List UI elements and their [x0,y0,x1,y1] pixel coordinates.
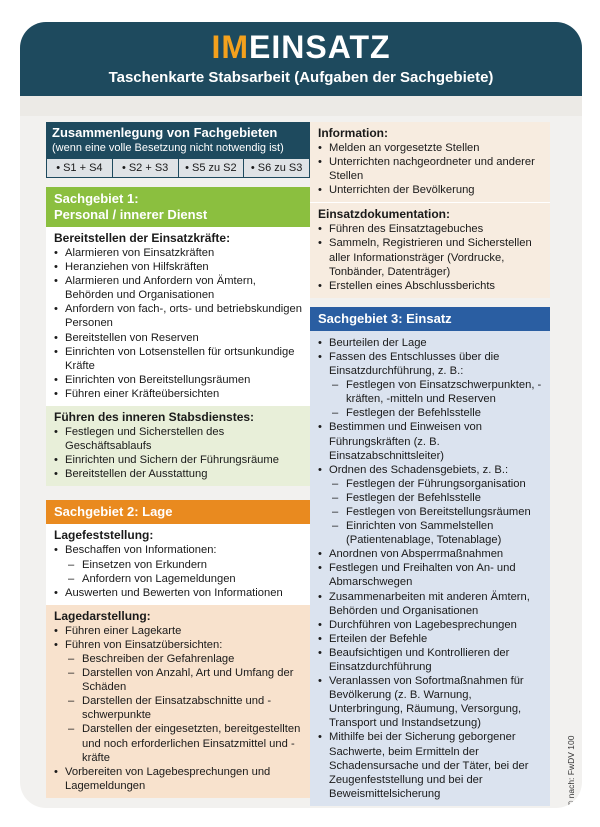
sub-list-item: – Darstellen der Einsatzabschnitte und -schwerpunkte [65,694,302,722]
sub-list-item: – Festlegen der Befehlsstelle [329,406,542,420]
header [20,22,582,96]
list-item: • Bestimmen und Einweisen von Führungskräften (z. B. Einsatzabschnittsleiter) [318,420,542,462]
sachgebiet-1 [46,187,310,486]
list-item: • Bereitstellen von Reserven [54,331,302,345]
list-item: • Führen einer Kräfteübersichten [54,387,302,401]
list-item: • Führen des Einsatztagebuches [318,222,542,236]
list-item: • Vorbereiten von Lagebesprechungen und Lagemeldungen [54,765,302,793]
list-item: • Alarmieren und Anfordern von Ämtern, Behörden und Organisationen [54,274,302,302]
list-item: • Anfordern von fach-, orts- und betriebskundigen Personen [54,302,302,330]
sg2-sec1-title: Lagefeststellung: [54,528,154,543]
sub-list-item: – Festlegen der Führungsorganisation [329,477,542,491]
merge-header [46,122,310,159]
information-box [310,122,550,202]
card-subtitle: Taschenkarte Stabsarbeit (Aufgaben der Sachgebiete) [108,69,494,86]
list-item: • Melden an vorgesetzte Stellen [318,141,542,155]
list-item: • Einrichten von Lotsenstellen für ortsunkundige Kräfte [54,345,302,373]
list-item: • Sammeln, Registrieren und Sicherstellen aller Informationsträger (Vordrucke, Tonbänder, Datenträger) [318,236,542,278]
source-credit: © nach: FwDV 100 [566,735,576,807]
info-title: Information: [318,126,388,140]
list-item-text: Führen von Einsatzübersichten: [65,638,223,651]
list-item-text: Fassen des Entschlusses über die Einsatzdurchführung, z. B.: [329,350,500,378]
list-item: • Festlegen und Sicherstellen des Geschäftsablaufs [54,425,302,453]
sg1-bereitstellen [46,227,310,406]
sg2-lagedarstellung [46,605,310,798]
list-item: • Durchführen von Lagebesprechungen [318,618,542,632]
list-item [318,350,542,420]
merge-title: Zusammenlegung von Fachgebieten [52,125,278,140]
list-item [54,638,302,765]
sub-list-item: – Festlegen von Bereitstellungsräumen [329,505,542,519]
doku-title: Einsatzdokumentation: [318,207,451,222]
list-item [318,463,542,548]
merge-cell: • S1 + S4 [56,162,103,174]
list-item: • Unterrichten der Bevölkerung [318,183,542,197]
list-item: • Alarmieren von Einsatzkräften [54,246,302,260]
merge-row [46,159,310,178]
list-item: • Beurteilen der Lage [318,336,542,350]
logo [20,28,582,66]
list-item: • Erstellen eines Abschlussberichts [318,279,542,293]
list-item: • Zusammenarbeiten mit anderen Ämtern, Behörden und Organisationen [318,590,542,618]
header-divider [20,96,582,116]
list-item: • Veranlassen von Sofortmaßnahmen für Bevölkerung (z. B. Warnung, Unterbringung, Räumung, Versorgung, Transport und Instandsetzung) [318,674,542,730]
list-item: • Anordnen von Absperrmaßnahmen [318,547,542,561]
sg2-sec2-title: Lagedarstellung: [54,608,151,623]
sub-list-item: – Einsetzen von Erkundern [65,558,302,572]
dokumentation-box [310,202,550,297]
merge-cell: • S5 zu S2 [178,159,244,177]
sachgebiet-3 [310,307,550,806]
sub-list-item: – Festlegen der Befehlsstelle [329,491,542,505]
sg1-title-line2: Personal / innerer Dienst [54,207,208,222]
logo-einsatz: EINSATZ [249,29,391,65]
list-item: • Einrichten und Sichern der Führungsräume [54,453,302,467]
list-item: • Festlegen und Freihalten von An- und Abmarschwegen [318,561,542,589]
right-column [310,122,550,806]
list-item: • Erteilen der Befehle [318,632,542,646]
sg3-body [310,331,550,806]
list-item: • Unterrichten nachgeordneter und anderer Stellen [318,155,542,183]
sg1-title-line1: Sachgebiet 1: [54,191,139,206]
merge-subtitle: (wenn eine volle Besetzung nicht notwendig ist) [52,142,284,154]
list-item: • Auswerten und Bewerten von Informationen [54,586,302,600]
sg2-title: Sachgebiet 2: Lage [46,500,310,524]
sachgebiet-2 [46,500,310,798]
sub-list-item: – Darstellen von Anzahl, Art und Umfang der Schäden [65,666,302,694]
sub-list-item: – Festlegen von Einsatzschwerpunkten, -kräften, -mitteln und Reserven [329,378,542,406]
sub-list-item: – Einrichten von Sammelstellen (Patientenablage, Totenablage) [329,519,542,547]
sub-list-item: – Beschreiben der Gefahrenlage [65,652,302,666]
list-item-text: Ordnen des Schadensgebiets, z. B.: [329,463,509,476]
sub-list-item: – Anfordern von Lagemeldungen [65,572,302,586]
sg1-sec1-title: Bereitstellen der Einsatzkräfte: [54,231,231,245]
pocket-card [20,22,582,808]
sg1-sec2-title: Führen des inneren Stabsdienstes: [54,410,255,425]
list-item: • Mithilfe bei der Sicherung geborgener Sachwerte, beim Ermitteln der Schadensursache und der Täter, bei der Zeugenfeststellung und bei der Beweismittelsicherung [318,730,542,800]
sg3-title: Sachgebiet 3: Einsatz [310,307,550,331]
merge-cell: • S6 zu S3 [243,159,309,177]
sub-list-item: – Darstellen der eingesetzten, bereitgestellten und noch erforderlichen Einsatzmittel und -kräfte [65,722,302,764]
list-item: • Einrichten von Bereitstellungsräumen [54,373,302,387]
merge-box [46,122,310,178]
list-item: • Beaufsichtigen und Kontrollieren der Einsatzdurchführung [318,646,542,674]
sg2-lagefeststellung [46,524,310,604]
merge-cell: • S2 + S3 [112,159,178,177]
left-column [46,122,310,798]
list-item: • Heranziehen von Hilfskräften [54,260,302,274]
logo-im: IM [211,29,250,65]
list-item [54,543,302,585]
list-item: • Führen einer Lagekarte [54,624,302,638]
sg1-stabsdienst [46,406,310,486]
list-item: • Bereitstellen der Ausstattung [54,467,302,481]
list-item-text: Beschaffen von Informationen: [65,544,217,557]
sg1-title [46,187,310,227]
